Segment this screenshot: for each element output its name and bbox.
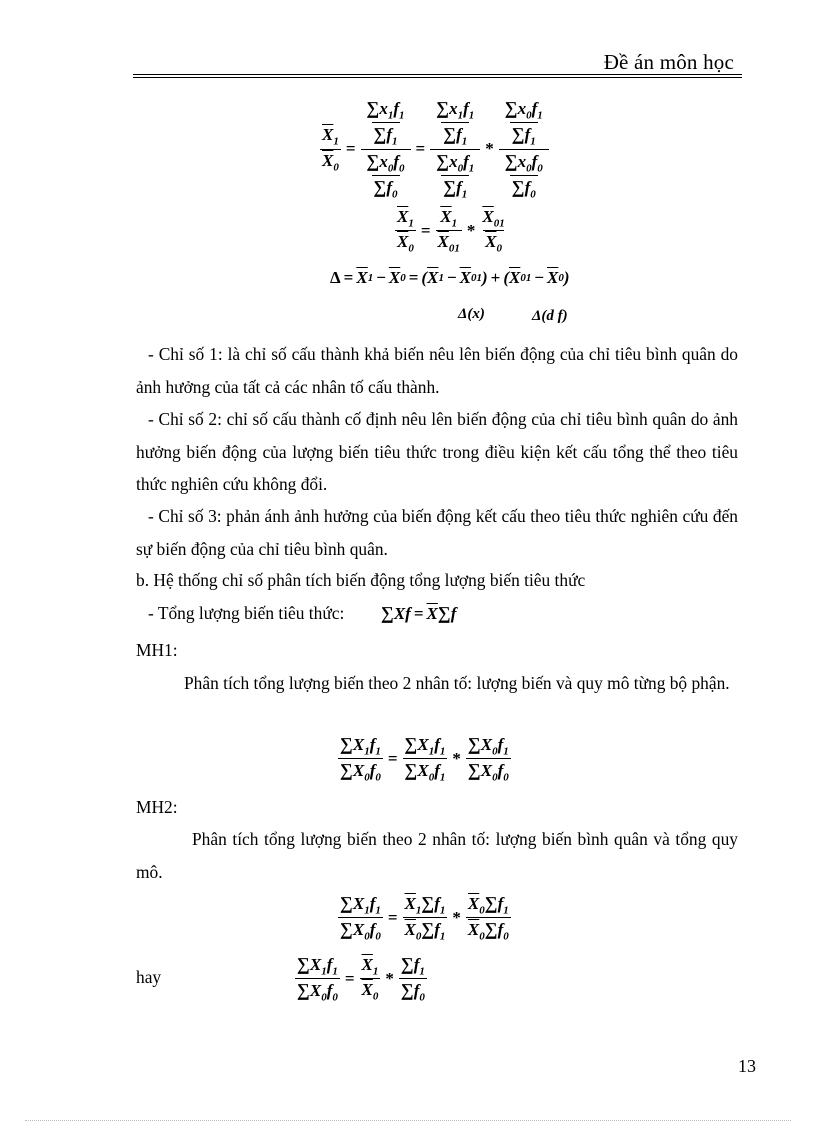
delta-f-label: Δ(d f)	[532, 308, 568, 324]
mh1-label: MH1:	[136, 640, 178, 660]
page-number: 13	[738, 1056, 756, 1076]
mh2-label: MH2:	[136, 797, 178, 817]
paragraph-mh1: Phân tích tổng lượng biến theo 2 nhân tố: lượng biến và quy mô từng bộ phận.	[184, 673, 730, 693]
header-rule	[133, 74, 742, 75]
paragraph-chi-so-3: - Chỉ số 3: phản ánh ảnh hưởng của biến động kết cấu theo tiêu thức nghiên cứu đến sự biến động của chỉ tiêu bình quân.	[136, 506, 738, 559]
formula-6: $\frac{\sum X_1f_1}{\sum X_0f_0}$ = $\frac{\overline{X}_1\sum f_1}{\overline{X}_0\sum f_1}$ * $\frac{\overline{X}_0\sum f_1}{\overline{X}_0\sum f_0}$	[340, 893, 509, 943]
footer-divider	[25, 1120, 791, 1121]
formula-5: $\frac{\sum X_1f_1}{\sum X_0f_0}$ = $\frac{\sum X_1f_1}{\sum X_0f_1}$ * $\frac{\sum X_0f_1}{\sum X_0f_0}$	[340, 734, 509, 784]
total-variation-label: - Tổng lượng biến tiêu thức:	[148, 603, 345, 623]
formula-4: ∑ Xf = $\overline{X}$ ∑ f	[381, 603, 457, 623]
header-title: Đề án môn học	[603, 50, 734, 74]
formula-3: Δ = $\overline{X}$ 1 − $\overline{X}$ 0 = ( $\overline{X}$ 1 − $\overline{X}$ 01 ) + ( $\overline{X}$ 01 − $\overline{X}$ 0 )	[330, 268, 570, 287]
section-heading-b: b. Hệ thống chỉ số phân tích biến động tổng lượng biến tiêu thức	[136, 570, 586, 590]
header-rule	[133, 77, 742, 78]
formula-7: $\frac{\sum X_1f_1}{\sum X_0f_0}$ = $\frac{\overline{X}_1}{\overline{X}_0}$ * $\frac{\sum f_1}{\sum f_0}$	[297, 954, 425, 1004]
formula-1: $\frac{\overline{X}_1}{\overline{X}_0}$ = $\frac{\frac{\sum x_1f_1}{\sum f_1}}{\frac{\sum x_0f_0}{\sum f_0}}$ = $\frac{\frac{\sum x_1f_1}{\sum f_1}}{\frac{\sum x_0f_1}{\sum f_1}}$ * $\frac{\frac{\sum x_0f_1}{\sum f_1}}{\frac{\sum x_0f_0}{\sum f_0}}$	[318, 98, 551, 201]
paragraph-chi-so-1: - Chỉ số 1: là chỉ số cấu thành khả biến nêu lên biến động của chỉ tiêu bình quân do ảnh hưởng của tất cả các nhân tố cấu thành.	[136, 344, 738, 397]
delta-x-label: Δ(x)	[458, 306, 485, 322]
paragraph-chi-so-2: - Chỉ số 2: chỉ số cấu thành cố định nêu lên biến động của chỉ tiêu bình quân do ảnh hưởng biến động của lượng biến tiêu thức trong điều kiện kết cấu tổng thể theo tiêu thức nghiên cứu không đổi.	[136, 409, 738, 494]
hay-label: hay	[136, 967, 162, 987]
formula-2: $\frac{\overline{X}_1}{\overline{X}_0}$ = $\frac{\overline{X}_1}{\overline{X}_{01}}$ * $\frac{\overline{X}_{01}}{\overline{X}_0}$	[397, 207, 505, 255]
paragraph-mh2: Phân tích tổng lượng biến theo 2 nhân tố: lượng biến bình quân và tổng quy mô.	[136, 829, 738, 882]
